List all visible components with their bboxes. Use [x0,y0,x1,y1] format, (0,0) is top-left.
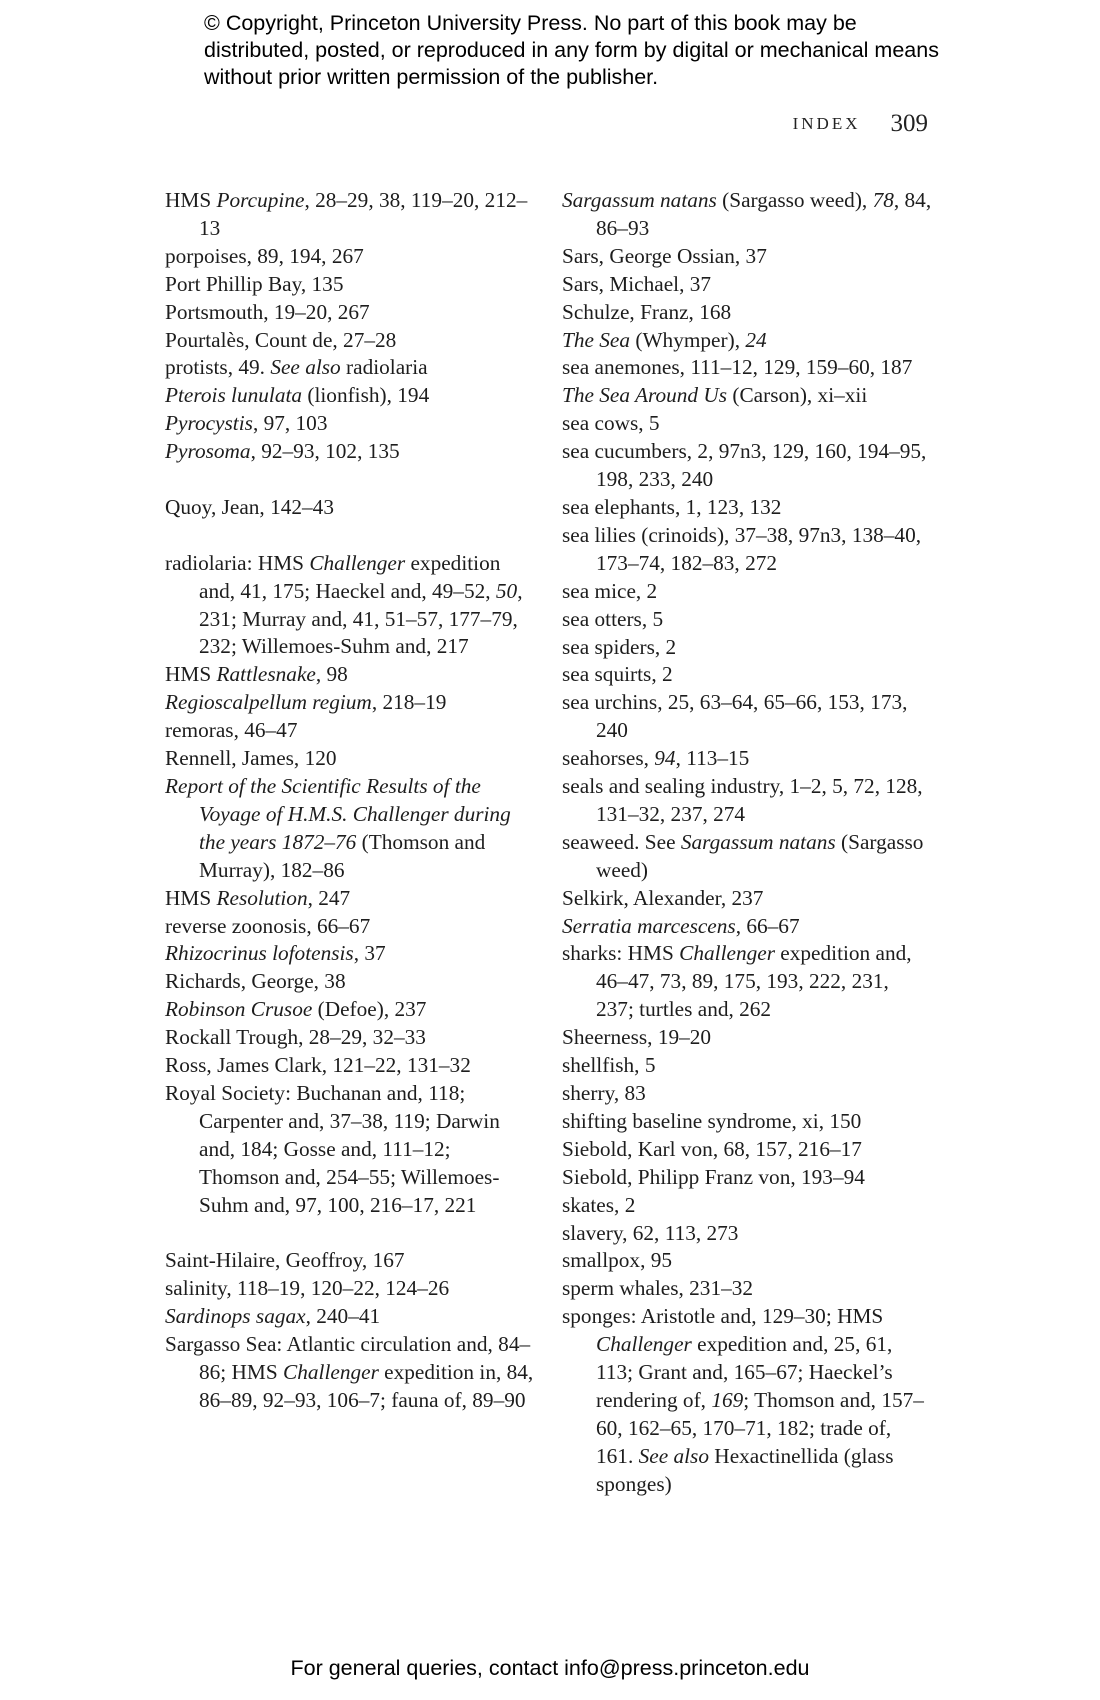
index-entry-text: sea anemones, 111–12, 129, 159–60, 187 [562,355,913,380]
index-entry-italic-text: Pterois lunulata [165,383,303,408]
index-entry [562,829,932,885]
index-entry [562,243,932,271]
index-entry-text: , 240–41 [305,1304,381,1329]
index-entry-italic-text: 50 [495,578,518,603]
index-entry [165,438,535,466]
index-entry [562,299,932,327]
index-entry-text: HMS [165,885,217,910]
index-entry [562,1024,932,1052]
index-entry-text: , 37 [353,941,386,966]
index-column-right [562,187,932,1499]
index-entry [562,354,932,382]
index-entry [562,1303,932,1498]
index-entry-text: Hexactinellida (glass sponges) [596,1443,894,1496]
index-entry-text: (Sargasso weed) [596,829,924,882]
index-entry-italic-text: Challenger [679,941,775,966]
index-entry [562,634,932,662]
index-entry-italic-text: Sargassum natans [680,829,836,854]
index-entry-text: ; Thomson and, 157–60, 162–65, 170–71, 182; trade of, 161. [596,1387,924,1468]
index-entry [562,940,932,1024]
index-entry [165,996,535,1024]
running-head [793,110,928,138]
index-entry [562,1052,932,1080]
index-entry-italic-text: Sardinops sagax [165,1304,306,1329]
index-entry-italic-text: Resolution [216,885,308,910]
index-entry-text: Selkirk, Alexander, 237 [562,885,764,910]
index-entry [165,327,535,355]
index-entry [562,1220,932,1248]
index-entry-text: seahorses, [562,746,655,771]
index-entry-text: smallpox, 95 [562,1248,673,1273]
index-entry-text: , 28–29, 38, 119–20, 212–13 [199,188,528,240]
index-entry [165,689,535,717]
index-entry-text: (Defoe), 237 [312,997,427,1022]
index-entry [165,940,535,968]
index-entry-text: sponges: Aristotle and, 129–30; HMS [562,1304,884,1329]
index-entry-text: Sars, George Ossian, 37 [562,243,767,268]
footer-contact: For general queries, contact info@press.princeton.edu [290,1656,810,1680]
index-entry [562,885,932,913]
index-entry [562,1192,932,1220]
index-entry-text: sharks: HMS [562,941,680,966]
index-entry [562,913,932,941]
index-entry-text: sea elephants, 1, 123, 132 [562,494,782,519]
index-entry-italic-text: Serratia marcescens [562,913,736,938]
index-entry-italic-text: The Sea Around Us [562,383,728,408]
index-entry-text: , 97, 103 [252,411,328,436]
index-entry-text: sea squirts, 2 [562,662,673,687]
index-entry-text: HMS [165,188,217,212]
index-entry [165,187,535,243]
index-entry-text: Royal Society: Buchanan and, 118; Carpenter and, 37–38, 119; Darwin and, 184; Gosse and, 111–12; Thomson and, 254–55; Willemoes-Suhm and, 97, 100, 216–17, 221 [165,1080,500,1217]
index-entry-text: sea mice, 2 [562,578,658,603]
index-entry [562,1247,932,1275]
index-entry [562,1108,932,1136]
index-entry-text: protists, 49. [165,355,271,380]
index-entry-text: Saint-Hilaire, Geoffroy, 167 [165,1248,405,1273]
index-entry [165,1303,535,1331]
index-entry-italic-text: Porcupine [216,188,305,212]
index-entry-text: , 98 [315,662,348,687]
index-entry-italic-text: See also [638,1443,709,1468]
index-entry [165,494,535,522]
index-entry-text: Port Phillip Bay, 135 [165,271,344,296]
index-entry [165,745,535,773]
index-entry [165,550,535,662]
index-entry-italic-text: Report of the Scientific Results of the Voyage of H.M.S. Challenger during the years 1872–76 [165,774,511,854]
index-entry [165,410,535,438]
index-entry [165,717,535,745]
index-entry-text: sea cows, 5 [562,411,660,436]
index-entry-italic-text: Regioscalpellum regium [165,690,372,715]
index-entry-text: expedition and, 25, 61, 113; Grant and, 165–67; Haeckel’s rendering of, [596,1332,893,1412]
index-entry [562,1164,932,1192]
index-entry [562,773,932,829]
index-entry-text: (Whymper), [630,327,746,352]
index-entry [165,1024,535,1052]
index-entry-text: Sars, Michael, 37 [562,271,712,296]
index-entry-text: , 247 [307,885,351,910]
index-entry-italic-text: 24 [745,327,767,352]
index-entry-text: (Thomson and Murray), 182–86 [199,829,486,882]
index-entry-text: expedition in, 84, 86–89, 92–93, 106–7; fauna of, 89–90 [199,1360,534,1412]
index-entry-italic-text: Challenger [283,1360,379,1385]
index-entry [562,661,932,689]
index-entry [562,494,932,522]
index-entry [562,410,932,438]
index-entry-text: reverse zoonosis, 66–67 [165,913,371,938]
index-entry [562,745,932,773]
index-entry-text: , 113–15 [675,746,750,771]
index-entry-text: Portsmouth, 19–20, 267 [165,299,370,324]
index-entry [165,1331,535,1415]
index-entry-text: slavery, 62, 113, 273 [562,1220,739,1245]
index-entry-text: shellfish, 5 [562,1053,656,1078]
index-entry [562,1275,932,1303]
index-entry [562,522,932,578]
index-entry [165,913,535,941]
index-entry [562,1136,932,1164]
index-entry [165,1052,535,1080]
index-entry-text: sea cucumbers, 2, 97n3, 129, 160, 194–95, 198, 233, 240 [562,439,927,492]
index-entry [165,773,535,885]
index-entry-text: , 231; Murray and, 41, 51–57, 177–79, 232; Willemoes-Suhm and, 217 [199,578,523,659]
index-entry-text: sea otters, 5 [562,606,664,631]
index-entry-text: expedition and, 41, 175; Haeckel and, 49–52, [199,550,501,603]
index-entry-text: sperm whales, 231–32 [562,1276,754,1301]
index-entry [165,382,535,410]
index-entry-text: , 84, 86–93 [596,188,932,240]
index-entry-text: (lionfish), 194 [302,383,430,408]
index-entry [562,327,932,355]
index-entry-text: skates, 2 [562,1192,636,1217]
index-entry-italic-text: 169 [711,1387,744,1412]
index-entry-italic-text: Rhizocrinus lofotensis [165,941,354,966]
index-entry-text: seals and sealing industry, 1–2, 5, 72, 128, 131–32, 237, 274 [562,774,923,826]
index-entry [165,1275,535,1303]
index-entry-text: salinity, 118–19, 120–22, 124–26 [165,1276,450,1301]
index-entry [165,1080,535,1220]
index-entry-italic-text: Challenger [596,1332,692,1357]
index-entry [165,885,535,913]
index-entry-text: remoras, 46–47 [165,718,298,743]
index-entry [562,606,932,634]
index-entry [165,271,535,299]
index-entry-text: sea lilies (crinoids), 37–38, 97n3, 138–40, 173–74, 182–83, 272 [562,522,922,575]
index-entry-italic-text: The Sea [562,327,631,352]
index-entry-text: , 218–19 [371,690,447,715]
index-entry-italic-text: 78 [872,188,894,212]
index-entry-text: Sargasso Sea: Atlantic circulation and, 84–86; HMS [165,1332,531,1385]
index-entry [165,243,535,271]
index-entry-text: HMS [165,662,217,687]
index-entry-text: Rockall Trough, 28–29, 32–33 [165,1025,426,1050]
index-entry-text: Sheerness, 19–20 [562,1025,712,1050]
index-entry-text: (Sargasso weed), [716,188,873,212]
index-entry [562,689,932,745]
index-entry-italic-text: Challenger [309,550,406,575]
index-entry [562,187,932,243]
index-entry [165,1247,535,1275]
index-entry-text: radiolaria: HMS [165,550,310,575]
index-entry [562,1080,932,1108]
index-entry [562,438,932,494]
index-entry-text: shifting baseline syndrome, xi, 150 [562,1108,862,1133]
index-entry [562,578,932,606]
index-entry-text: expedition and, 46–47, 73, 89, 175, 193, 222, 231, 237; turtles and, 262 [596,941,912,1022]
index-entry-text: Richards, George, 38 [165,969,346,994]
index-entry-italic-text: 94 [654,746,676,771]
index-entry [165,354,535,382]
index-entry-text: sea spiders, 2 [562,634,677,659]
page-number: 309 [890,110,928,137]
letter-group-gap [165,522,535,550]
index-entry-text: Ross, James Clark, 121–22, 131–32 [165,1053,471,1078]
index-entry-italic-text: Pyrocystis [165,411,253,436]
index-entry-text: Pourtalès, Count de, 27–28 [165,327,397,352]
index-column-left [165,187,535,1415]
index-entry-text: Rennell, James, 120 [165,746,337,771]
index-entry [165,968,535,996]
index-entry-text: Schulze, Franz, 168 [562,299,732,324]
index-entry-text: seaweed. See [562,829,681,854]
index-entry-text: , 66–67 [735,913,800,938]
index-entry [165,299,535,327]
index-entry-text: , 92–93, 102, 135 [250,439,400,464]
index-entry-italic-text: See also [270,355,341,380]
index-entry-text: radiolaria [340,355,428,380]
index-entry-text: porpoises, 89, 194, 267 [165,243,364,268]
index-entry-text: Quoy, Jean, 142–43 [165,494,334,519]
index-entry-text: Siebold, Philipp Franz von, 193–94 [562,1164,865,1189]
running-head-title: INDEX [792,114,861,133]
copyright-notice: © Copyright, Princeton University Press. No part of this book may be distributed, posted, or reproduced in any form by digital or mechanical means without prior written permission of the publisher. [204,11,939,89]
index-entry [165,661,535,689]
index-entry-text: sherry, 83 [562,1081,646,1105]
index-entry-italic-text: Rattlesnake [216,662,316,687]
index-entry-italic-text: Robinson Crusoe [165,997,313,1022]
index-entry-italic-text: Pyrosoma [165,439,251,464]
letter-group-gap [165,1220,535,1248]
letter-group-gap [165,466,535,494]
index-entry-italic-text: Sargassum natans [562,188,717,212]
index-entry [562,382,932,410]
index-entry-text: Siebold, Karl von, 68, 157, 216–17 [562,1136,862,1161]
index-entry-text: sea urchins, 25, 63–64, 65–66, 153, 173, 240 [562,690,908,743]
index-entry-text: (Carson), xi–xii [727,383,868,408]
index-entry [562,271,932,299]
